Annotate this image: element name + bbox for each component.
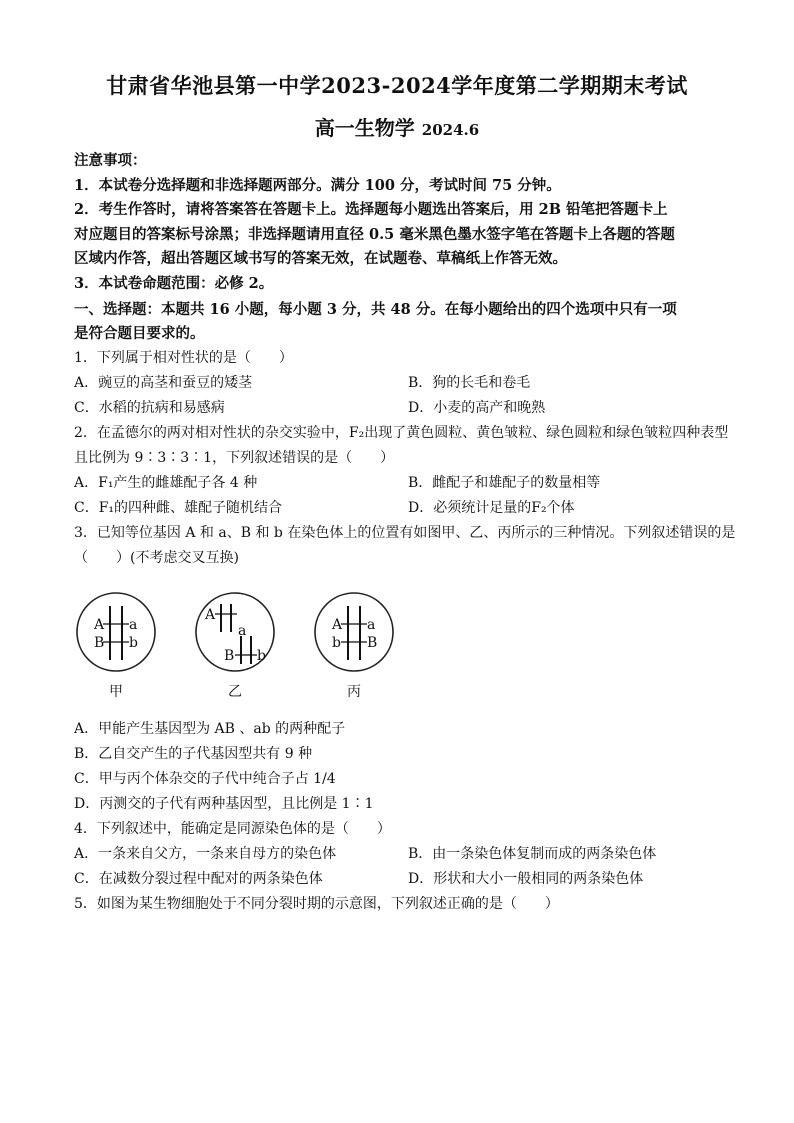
q3-option-c: C．甲与丙个体杂交的子代中纯合子占 1/4 bbox=[74, 771, 336, 787]
figure-label-jia: 甲 bbox=[109, 684, 123, 700]
q5-stem: 5．如图为某生物细胞处于不同分裂时期的示意图，下列叙述正确的是（ ） bbox=[74, 896, 559, 912]
q2-option-c: C．F₁的四种雌、雄配子随机结合 bbox=[74, 500, 283, 516]
yi-gene-bl: B bbox=[224, 648, 235, 664]
subject-name: 高一生物学 bbox=[314, 116, 415, 140]
notice-item-2-line-3: 区域内作答，超出答题区域书写的答案无效，在试题卷、草稿纸上作答无效。 bbox=[74, 250, 567, 267]
q4-stem: 4．下列叙述中，能确定是同源染色体的是（ ） bbox=[74, 821, 391, 837]
section-heading-line-1: 一、选择题：本题共 16 小题，每小题 3 分，共 48 分。在每小题给出的四个选项中只有一项 bbox=[74, 301, 677, 318]
yi-gene-tl: A bbox=[205, 607, 216, 623]
q4-option-c: C．在减数分裂过程中配对的两条染色体 bbox=[74, 871, 323, 887]
cell-jia-outline bbox=[77, 593, 155, 671]
notice-item-2-line-1: 2．考生作答时，请将答案答在答题卡上。选择题每小题选出答案后，用 2B 铅笔把答题卡上 bbox=[74, 201, 668, 218]
exam-subtitle bbox=[0, 112, 794, 141]
chromosome-diagram bbox=[74, 584, 420, 704]
q3-option-a: A．甲能产生基因型为 AB 、ab 的两种配子 bbox=[74, 721, 346, 737]
jia-gene-bl: B bbox=[94, 635, 105, 651]
q4-option-a: A．一条来自父方，一条来自母方的染色体 bbox=[74, 846, 337, 862]
bing-gene-tl: A bbox=[332, 617, 343, 633]
section-heading-line-2: 是符合题目要求的。 bbox=[74, 325, 205, 342]
notice-item-3: 3．本试卷命题范围：必修 2。 bbox=[74, 275, 274, 292]
jia-gene-tr: a bbox=[129, 617, 138, 633]
q3-option-b: B．乙自交产生的子代基因型共有 9 种 bbox=[74, 746, 313, 762]
q2-stem-line-2: 且比例为 9∶3∶3∶1，下列叙述错误的是（ ） bbox=[74, 450, 395, 466]
figure-label-bing: 丙 bbox=[347, 684, 361, 700]
q1-option-c: C．水稻的抗病和易感病 bbox=[74, 400, 225, 416]
q3-stem-line-2: （ ）(不考虑交叉互换) bbox=[74, 550, 239, 566]
q4-option-d: D．形状和大小一般相同的两条染色体 bbox=[408, 871, 644, 887]
q1-option-d: D．小麦的高产和晚熟 bbox=[408, 400, 546, 416]
q2-stem-line-1: 2．在孟德尔的两对相对性状的杂交实验中，F₂出现了黄色圆粒、黄色皱粒、绿色圆粒和绿色皱粒四种表型 bbox=[74, 425, 729, 441]
exam-date: 2024.6 bbox=[421, 121, 480, 139]
q1-option-a: A．豌豆的高茎和蚕豆的矮茎 bbox=[74, 375, 253, 391]
figure-label-yi: 乙 bbox=[228, 684, 242, 700]
q2-option-a: A．F₁产生的雌雄配子各 4 种 bbox=[74, 475, 258, 491]
q3-option-d: D．丙测交的子代有两种基因型，且比例是 1∶1 bbox=[74, 796, 374, 812]
yi-gene-br: b bbox=[257, 648, 266, 664]
q1-stem: 1．下列属于相对性状的是（ ） bbox=[74, 350, 293, 366]
notice-heading: 注意事项： bbox=[74, 152, 147, 169]
yi-gene-tr: a bbox=[238, 623, 247, 639]
q2-option-d: D．必须统计足量的F₂个体 bbox=[408, 500, 575, 516]
exam-title: 甘肃省华池县第一中学2023-2024学年度第二学期期末考试 bbox=[106, 73, 688, 98]
bing-gene-tr: a bbox=[367, 617, 376, 633]
jia-gene-tl: A bbox=[94, 617, 105, 633]
notice-item-1: 1．本试卷分选择题和非选择题两部分。满分 100 分，考试时间 75 分钟。 bbox=[74, 177, 561, 194]
bing-gene-br: B bbox=[367, 635, 378, 651]
notice-item-2-line-2: 对应题目的答案标号涂黑；非选择题请用直径 0.5 毫米黑色墨水签字笔在答题卡上各题的答题 bbox=[74, 226, 675, 243]
jia-gene-br: b bbox=[129, 635, 138, 651]
bing-gene-bl: b bbox=[332, 635, 341, 651]
q3-stem-line-1: 3．已知等位基因 A 和 a、B 和 b 在染色体上的位置有如图甲、乙、丙所示的三种情况。下列叙述错误的是 bbox=[74, 525, 736, 541]
q4-option-b: B．由一条染色体复制而成的两条染色体 bbox=[408, 846, 657, 862]
q2-option-b: B．雌配子和雄配子的数量相等 bbox=[408, 475, 601, 491]
chromosome-figure bbox=[74, 584, 420, 704]
cell-bing-outline bbox=[315, 593, 393, 671]
q1-option-b: B．狗的长毛和卷毛 bbox=[408, 375, 531, 391]
